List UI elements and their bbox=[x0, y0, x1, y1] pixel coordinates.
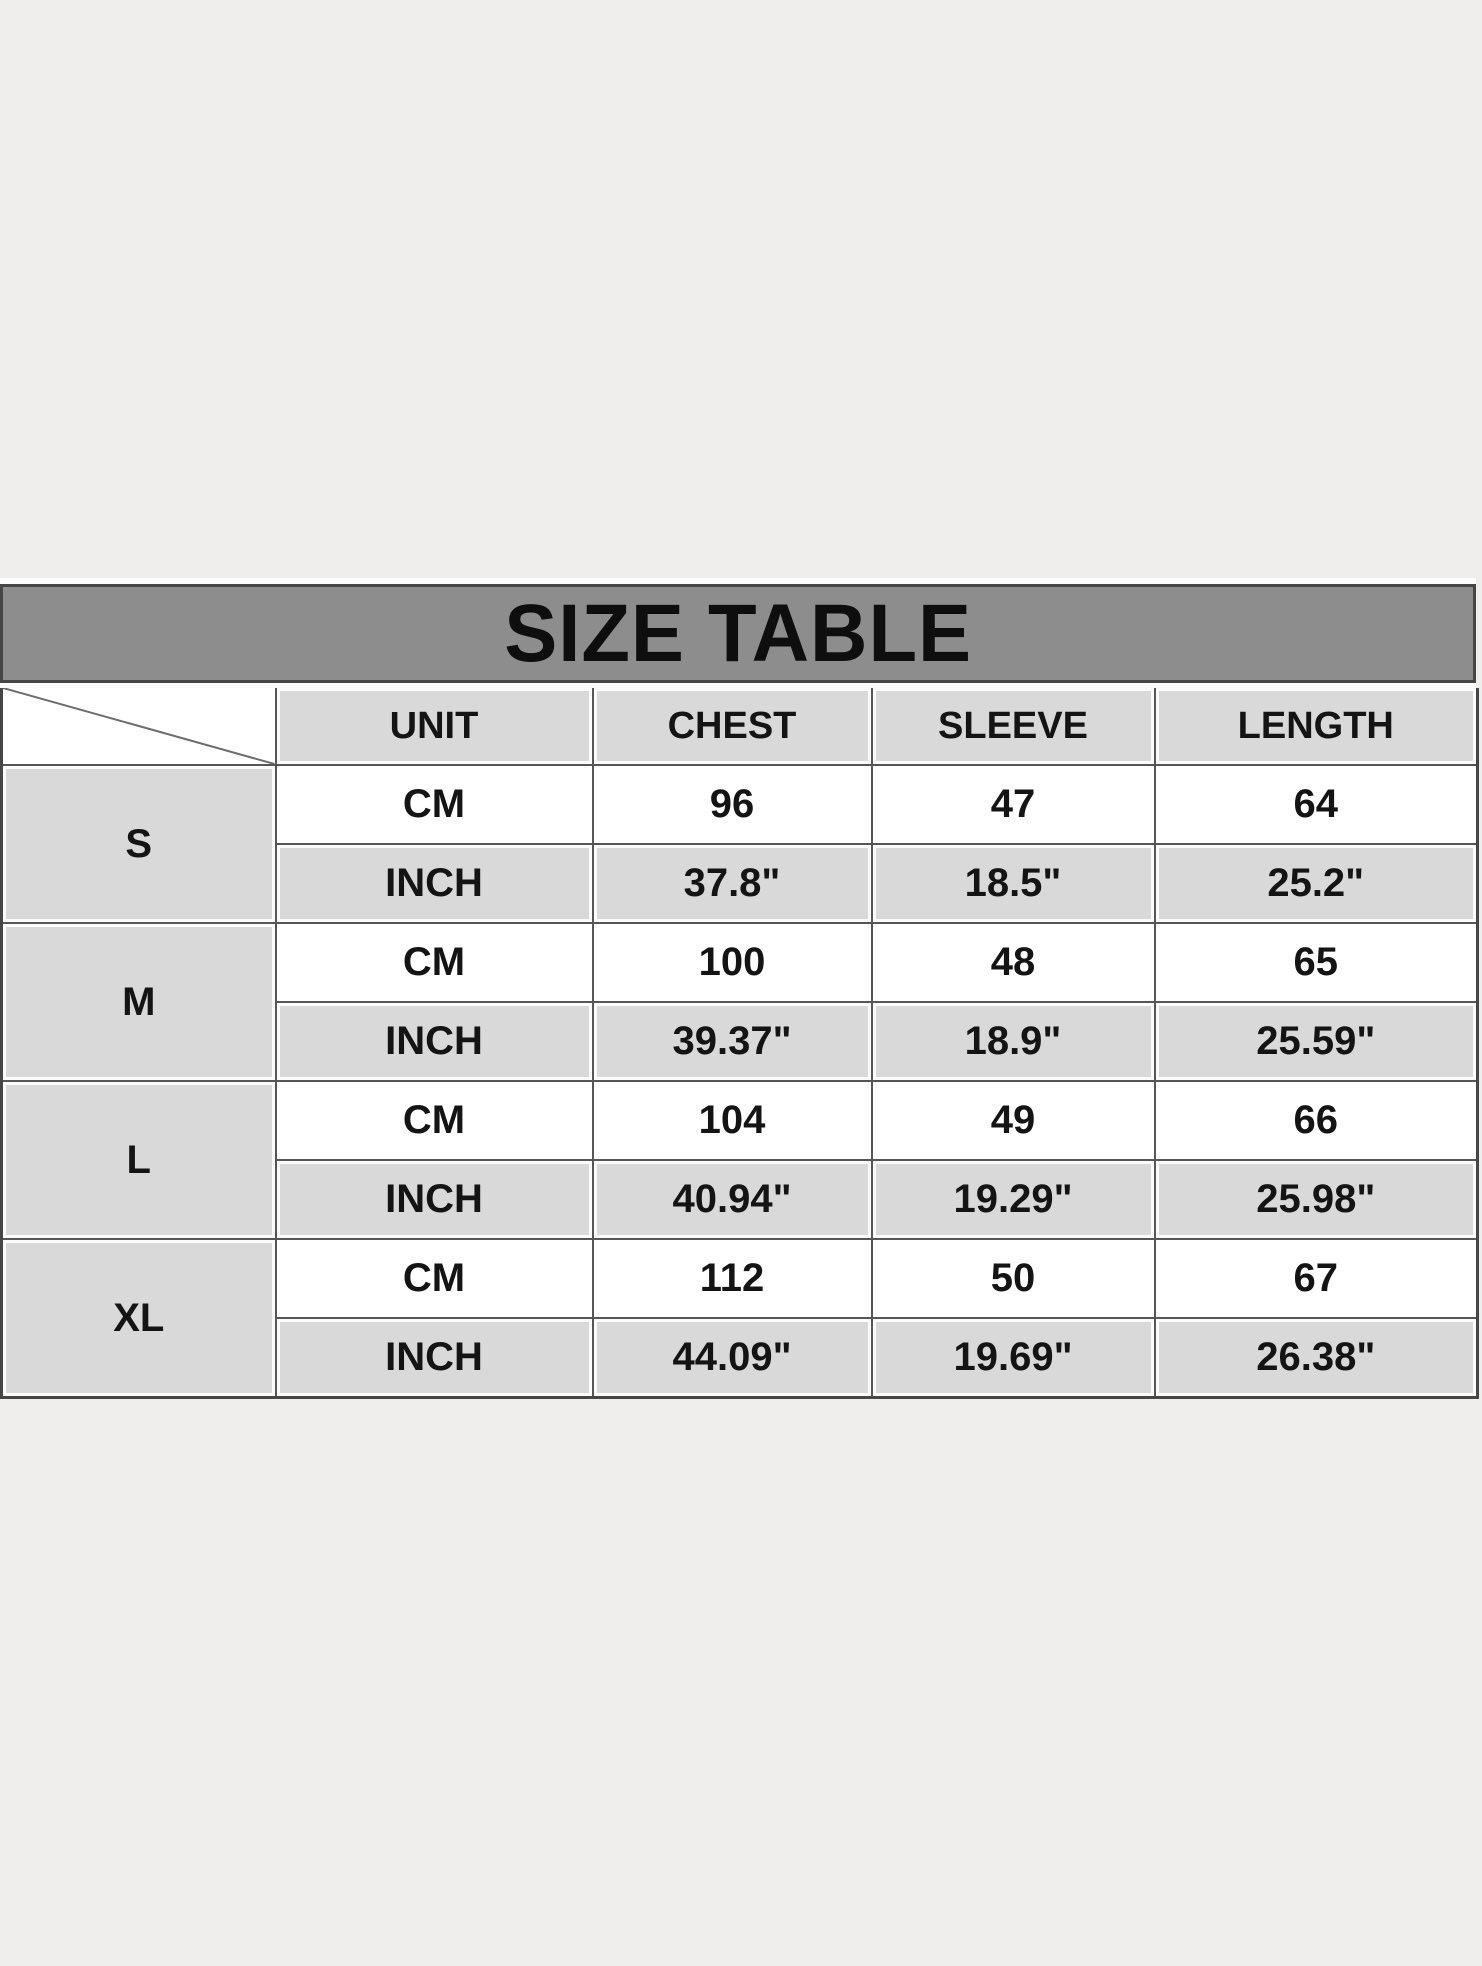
unit-cell: INCH bbox=[276, 1160, 593, 1239]
sleeve-value-cell: 48 bbox=[872, 923, 1155, 1002]
unit-cell: CM bbox=[276, 923, 593, 1002]
length-value-cell: 25.2" bbox=[1155, 844, 1478, 923]
size-cell-xl: XL bbox=[2, 1239, 276, 1398]
unit-cell: CM bbox=[276, 765, 593, 844]
chest-value-cell: 44.09" bbox=[593, 1318, 872, 1398]
size-table-title-bar bbox=[0, 584, 1476, 683]
corner-cell bbox=[2, 688, 276, 765]
sleeve-value-cell: 18.9" bbox=[872, 1002, 1155, 1081]
length-value-cell: 25.59" bbox=[1155, 1002, 1478, 1081]
size-cell-l: L bbox=[2, 1081, 276, 1239]
length-value-cell: 64 bbox=[1155, 765, 1478, 844]
column-header-sleeve: SLEEVE bbox=[872, 688, 1155, 765]
length-value-cell: 26.38" bbox=[1155, 1318, 1478, 1398]
sleeve-value-cell: 47 bbox=[872, 765, 1155, 844]
length-value-cell: 25.98" bbox=[1155, 1160, 1478, 1239]
sleeve-value-cell: 19.29" bbox=[872, 1160, 1155, 1239]
column-header-length: LENGTH bbox=[1155, 688, 1478, 765]
sleeve-value-cell: 19.69" bbox=[872, 1318, 1155, 1398]
table-row-m-cm bbox=[2, 923, 1478, 1002]
sleeve-value-cell: 49 bbox=[872, 1081, 1155, 1160]
sleeve-value-cell: 50 bbox=[872, 1239, 1155, 1318]
unit-cell: INCH bbox=[276, 1002, 593, 1081]
chest-value-cell: 37.8" bbox=[593, 844, 872, 923]
unit-cell: INCH bbox=[276, 1318, 593, 1398]
size-table bbox=[0, 688, 1479, 1399]
chest-value-cell: 39.37" bbox=[593, 1002, 872, 1081]
unit-cell: CM bbox=[276, 1239, 593, 1318]
chest-value-cell: 112 bbox=[593, 1239, 872, 1318]
table-row-l-cm bbox=[2, 1081, 1478, 1160]
length-value-cell: 66 bbox=[1155, 1081, 1478, 1160]
diagonal-divider-line bbox=[3, 688, 275, 764]
table-row-s-cm bbox=[2, 765, 1478, 844]
sleeve-value-cell: 18.5" bbox=[872, 844, 1155, 923]
size-chart bbox=[0, 578, 1476, 1399]
header-row bbox=[2, 688, 1478, 765]
column-header-unit: UNIT bbox=[276, 688, 593, 765]
unit-cell: CM bbox=[276, 1081, 593, 1160]
size-table-title: SIZE TABLE bbox=[504, 587, 972, 679]
chest-value-cell: 104 bbox=[593, 1081, 872, 1160]
size-cell-s: S bbox=[2, 765, 276, 923]
length-value-cell: 65 bbox=[1155, 923, 1478, 1002]
table-row-xl-cm bbox=[2, 1239, 1478, 1318]
column-header-chest: CHEST bbox=[593, 688, 872, 765]
chest-value-cell: 40.94" bbox=[593, 1160, 872, 1239]
length-value-cell: 67 bbox=[1155, 1239, 1478, 1318]
chest-value-cell: 100 bbox=[593, 923, 872, 1002]
chest-value-cell: 96 bbox=[593, 765, 872, 844]
unit-cell: INCH bbox=[276, 844, 593, 923]
size-cell-m: M bbox=[2, 923, 276, 1081]
